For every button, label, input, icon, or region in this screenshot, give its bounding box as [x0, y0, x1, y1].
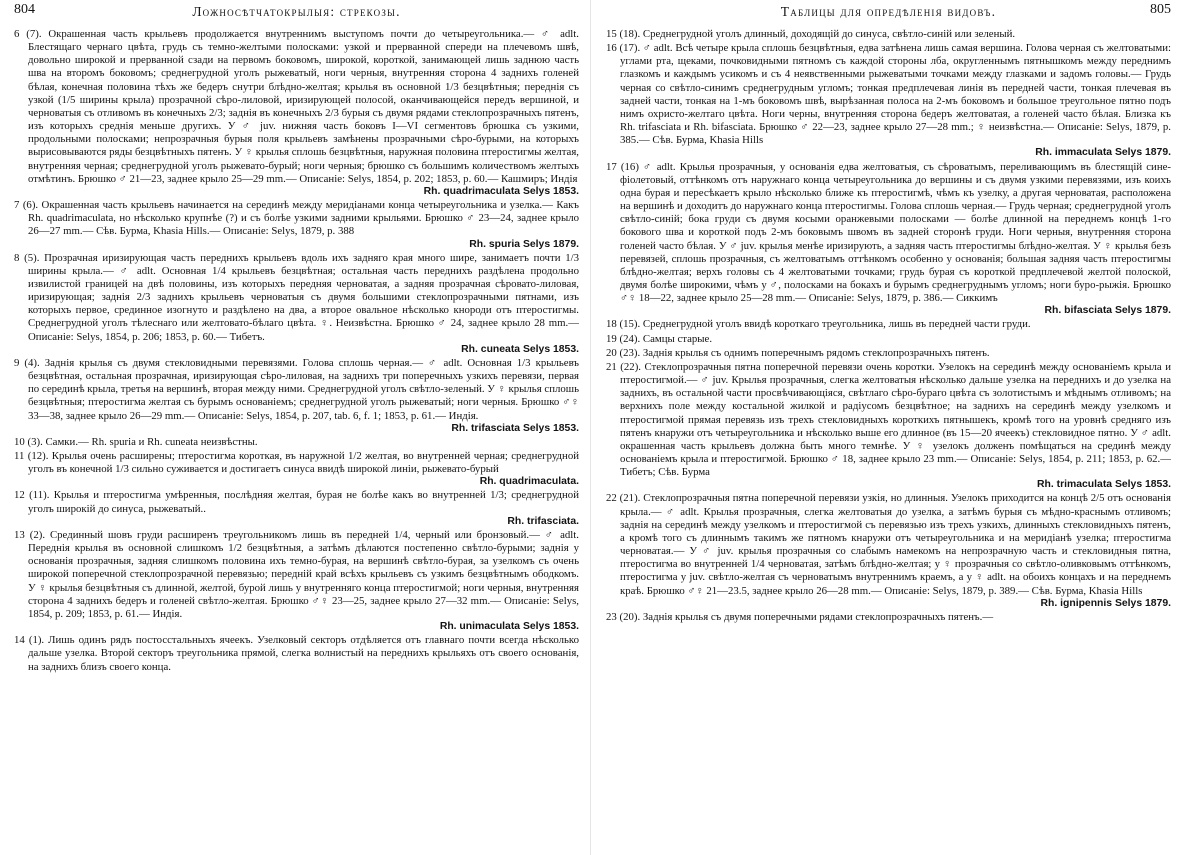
left-running-title: Ложносѣтчатокрылыя: стрекозы. [192, 4, 401, 19]
left-page-body [14, 28, 579, 674]
key-entry-13 [14, 529, 579, 633]
key-entry-18 [606, 318, 1171, 331]
entry-text: 11 (12). Крылья очень расширены; птеростигма короткая, въ наружной 1/2 желтая, во внутренней черная; среднегрудной уголъ въ конечной 1/3 сильно суживается и достигаетъ синуса ввидѣ широкой линіи, рыжевато-бурый [14, 450, 579, 476]
species-name: Rh. immaculata Selys 1879. [1035, 147, 1171, 159]
entry-text: 19 (24). Самцы старые. [606, 332, 713, 345]
left-page-number: 804 [14, 2, 35, 17]
entry-text: 17 (16) ♂ adlt. Крылья прозрачныя, у основанія едва желтоватыя, съ сѣроватымъ, переливающимъ въ блестящій сине-фіолетовый, оттѣнкомъ отъ наружнаго конца четыреугольника до вершины и съ двумя узкими перевязями, изъ коихъ одна бурая и пересѣкаетъ крыло нѣсколько ближе къ птеростигмѣ, чѣмъ къ узелку, а другая черноватая, расположена на вершинѣ и доходитъ до наружнаго конца птеростигмы. Голова сплошь черная.— Грудь черная; среднегрудной уголъ свѣтло-синій; бока груди съ двумя косыми оранжевыми полосками — болѣе длинной на переднемъ концѣ 1-го бокового шва и короткой подъ 2-мъ боковымъ швомъ въ задней сторонѣ груди. Ноги черныя, внутренняя сторона голеней часто бѣлая. У ♂ juv. крылья менѣе иризирують, а задняя часть птеростигмы блѣдно-желтая. У ♀ крылья безъ перевязей, сплошь прозрачныя, съ желтоватымъ оттѣнкомъ особенно у основанія; большая задняя часть птеростигмы блѣдно-желтая; верхъ головы съ 4 желтоватыми точками; грудь бурая съ короткой предплечевой желтой полоской, двумя болѣе широкими, чѣмъ у ♂, полосками на бокахъ и бурымъ среднегруднымъ угломъ; ноги буро-рыжія. Брюшко ♂♀ 18—22, заднее крыло 25—28 mm.— Описаніе: Selys, 1879, p. 386.— Сиккимъ [606, 160, 1171, 305]
key-entry-8 [14, 252, 579, 356]
right-page-number: 805 [1150, 2, 1171, 17]
entry-text: 21 (22). Стеклопрозрачныя пятна поперечной перевязи очень коротки. Узелокъ на серединѣ между основаніемъ крыла и птеростигмой.— ♂ juv. Крылья прозрачныя, слегка желтоватыя нѣсколько дальше узелка на переднихъ и до узелка на заднихъ, въ остальной части просвѣчивающіяся, свѣтлаго сѣро-бураго цвѣта съ золотистымъ и мѣднымъ отливомъ; на верхнихъ поле между костальной жилкой и радіусомъ безцвѣтное; на заднихъ на серединѣ между узелкомъ и птеростигмой прямая перевязь изъ трехъ стекловидныхъ короткихъ пятнышекъ, кромѣ того на уровнѣ средняго изъ пятенъ кнаружи отъ четыреугольника и нѣсколько выше его длинное (въ 15—20 ячеекъ) стекловидное пятно. У ♂ adlt. окрашенная часть крыльевъ должна быть много темнѣе. У ♀ узелокъ долженъ помѣщаться на срединѣ между основаніемъ крыла и птеростигмой. Брюшко ♂ 18, заднее крыло 23 mm.— Описаніе: Selys, 1854, p. 211; 1853, p. 62.— Тибетъ; Сѣв. Бурма [606, 360, 1171, 479]
key-entry-6 [14, 28, 579, 198]
page-gutter [590, 0, 591, 855]
key-entry-7 [14, 199, 579, 251]
species-name: Rh. trimaculata Selys 1853. [1037, 479, 1171, 491]
entry-text: 7 (6). Окрашенная часть крыльевъ начинается на серединѣ между меридіанами конца четыреугольника и узелка.— Какъ Rh. quadrimaculata, но нѣсколько крупнѣе (?) и съ болѣе узкими задними крыльями. Брюшко ♂ 23—24, заднее крыло 26—27 mm.— Сѣв. Бурма, Khasia Hills.— Описаніе: Selys, 1879, p. 388 [14, 199, 579, 238]
entry-text: 18 (15). Среднегрудной уголъ ввидѣ короткаго треугольника, лишь въ передней части груди. [606, 318, 1031, 331]
entry-text: 10 (3). Самки.— Rh. spuria и Rh. cuneata неизвѣстны. [14, 435, 258, 448]
entry-text: 22 (21). Стеклопрозрачныя пятна поперечной перевязи узкія, но длинныя. Узелокъ приходится на концѣ 2/5 отъ основанія крыла.— ♂ adlt. Крылья прозрачныя, слегка желтоватыя до узелка, а затѣмъ бурыя съ мѣдно-краснымъ отливомъ; заднія на серединѣ между узелкомъ и птеростигмой съ перевязью изъ трехъ узкихъ, длинныхъ стекловидныхъ пятенъ, а кромѣ того съ длиннымъ такимъ же пятномъ кнаружи отъ четыреугольника и на меридіанѣ узелка; птеростигма черноватая.— У ♂ juv. крылья прозрачныя со слабымъ намекомъ на непрозрачную часть и стекловидныя пятна, птеростигма во внутренней 1/4 черноватая, затѣмъ блѣдно-желтая; у ♀ прозрачныя со свѣтло-оливковымъ оттѣнкомъ, птеростигма у juv. свѣтло-желтая съ черноватымъ внутреннимъ краемъ, а у ♀ adlt. на обоихъ концахъ и на переднемъ краѣ. Брюшко ♂♀ 21—23.5, заднее крыло 26—28 mm.— Описаніе: Selys, 1879, p. 389.— Сѣв. Бурма, Khasia Hills [606, 492, 1171, 597]
key-entry-23 [606, 611, 1171, 624]
entry-text: 6 (7). Окрашенная часть крыльевъ продолжается внутреннимъ выступомъ почти до четыреугольника.— ♂ adlt. Блестящаго чернаго цвѣта, грудь съ темно-желтыми полосками: узкой и прерванной спереди на плечевомъ швѣ, довольно широкой и прерванной сзади на первомъ боковомъ, широкой, короткой, занимающей лишь заднюю часть шва на второмъ боковомъ; среднегрудной уголъ рыжеватый, ноги черныя, внутренняя сторона 4 заднихъ голеней бѣлая, конечная половина тѣхъ же бедеръ снутри блѣдно-желтая; крылья въ основной 1/3 безцвѣтныя; переднія съ узкой (1/5 ширины крыла) прозрачной сѣро-лиловой, иризирующей полосой, оканчивающейся передъ вершиной, и черноватыя съ отливомъ въ конечныхъ 2/3; заднія въ конечныхъ 2/3 бурыя съ двумя рядами стеклопрозрачныхъ пятенъ, изъ которыхъ среднія меньше другихъ. У ♂ juv. нижняя часть боковъ I—VI сегментовъ брюшка съ узкими, продольными полосками; непрозрачныя бурыя поля крыльевъ замѣнены прозрачными сѣро-бурыми, на которыхъ вырисовываются ряды безцвѣтныхъ пятенъ. У ♀ крылья сплошь безцвѣтныя, наружная половина птеростигмы желтая, внутренняя черная; среднегрудной уголъ рыжевато-бурый; ноги черныя; брюшко съ большимъ количествомъ желтыхъ отмѣтинъ. Брюшко ♂ 21—23, заднее крыло 25—29 mm.— Описаніе: Selys, 1854, p. 202; 1853, p. 60.— Кашмиръ; Индія [14, 28, 579, 185]
right-page [606, 0, 1171, 855]
key-entry-12 [14, 489, 579, 527]
right-running-title: Таблицы для опредѣленія видовъ. [780, 4, 997, 19]
key-entry-16 [606, 42, 1171, 159]
key-entry-14 [14, 634, 579, 673]
key-entry-20 [606, 347, 1171, 360]
entry-text: 13 (2). Срединный шовъ груди расширенъ треугольникомъ лишь въ передней 1/4, черный или бронзовый.— ♂ adlt. Переднія крылья въ основной слишкомъ 1/2 безцвѣтныя, а затѣмъ дѣлаются постепенно свѣтло-бурыми; заднія у основанія прозрачныя, задняя слишкомъ половина ихъ темно-бурая, на вершинѣ свѣтло-бурая, за узелкомъ съ очень широкой поперечной стеклопрозрачной перевязью; передній край всѣхъ крыльевъ съ узкимъ безцвѣтнымъ ободкомъ. У ♀ крылья безцвѣтныя съ длинной, желтой, бурой лишь у внутренняго конца птеростигмой; ноги черныя, внутренняя сторона 4 заднихъ бедеръ и голеней свѣтло-желтая. Брюшко ♂♀ 23—25, заднее крыло 27—32 mm.— Описаніе: Selys, 1854, p. 209; 1853, p. 61.— Индія. [14, 528, 579, 620]
key-entry-10 [14, 436, 579, 449]
key-entry-15 [606, 28, 1171, 41]
key-entry-9 [14, 357, 579, 435]
key-entry-11 [14, 450, 579, 488]
key-entry-17 [606, 161, 1171, 318]
species-name: Rh. quadrimaculata Selys 1853. [423, 185, 579, 197]
key-entry-19 [606, 333, 1171, 346]
entry-text: 15 (18). Среднегрудной уголъ длинный, доходящій до синуса, свѣтло-синій или зеленый. [606, 28, 1016, 40]
key-entry-22 [606, 492, 1171, 609]
entry-text: 9 (4). Заднія крылья съ двумя стекловидными перевязями. Голова сплошь черная.— ♂ adlt. Основная 1/3 крыльевъ безцвѣтная, остальная прозрачная, иризирующая сѣро-лиловая, на заднихъ три поперечныхъ узкихъ перевязи, первая по серединѣ крыла, третья на вершинѣ, вторая между ними. Среднегрудной уголъ свѣтло-зеленый. У ♀ крылья сплошь безцвѣтныя; птеростигма желтая съ бурымъ основаніемъ; среднегрудной уголъ рыжеватый; ноги черныя. Брюшко ♂♀ 33—38, заднее крыло 26—29 mm.— Описаніе: Selys, 1854, p. 207, tab. 6, f. 1; 1853, p. 61.— Индія. [14, 356, 579, 422]
species-name: Rh. cuneata Selys 1853. [461, 343, 579, 355]
entry-text: 16 (17). ♂ adlt. Всѣ четыре крыла сплошь безцвѣтныя, едва затѣнена лишь самая вершина. Голова черная съ желтоватыми: углами рта, щеками, почковидными пятномъ съ каждой стороны лба, округленнымъ пятнышкомъ между переднимъ глазкомъ и каждымъ усикомъ и съ 4 неявственными рыжеватыми точками между глазками и задомъ головы.— Грудь черная со свѣтло-синимъ среднегрудным угломъ; тонкая предплечевая линія въ передней части, тонкая плечевая въ задней части, тонкая на 1-мъ боковомъ швѣ, вырѣзанная полоса на 2-мъ боковомъ и большое треугольное пятно подъ нимъ охристо-желтаго цвѣта. Ноги черны, внутренняя сторона бедеръ желтоватая, а голеней часто бѣлая. Близка къ Rh. trifasciata и Rh. bifasciata. Брюшко ♂ 22—23, заднее крыло 27—28 mm.; ♀ неизвѣстна.— Описаніе: Selys, 1879, p. 385.— Сѣв. Бурма, Khasia Hills [606, 42, 1171, 147]
entry-text: 12 (11). Крылья и птеростигма умѣренныя, послѣдняя желтая, бурая не болѣе какъ во внутренней 1/3; среднегрудной уголъ широкій до синуса, рыжеватый.. [14, 489, 579, 515]
species-name: Rh. ignipennis Selys 1879. [1040, 597, 1171, 609]
entry-text: 8 (5). Прозрачная иризирующая часть переднихъ крыльевъ вдоль ихъ задняго края много шире, занимаетъ почти 1/3 ширины крыла.— ♂ adlt. Основная 1/4 крыльевъ безцвѣтная; остальная часть переднихъ раздѣлена продольно извилистой границей на двѣ половины, изъ которыхъ передняя черноватая, а задняя прозрачная сѣровато-лиловая, иризирующая; заднія 2/3 заднихъ крыльевъ черноватыя съ двумя большими стеклопрозрачными пятнами, изъ которыхъ первое, срединное изогнуто и раздѣлено на два, а второе овальное нѣсколько кнороди отъ птеростигмы. Среднегрудной уголъ тѣлеснаго или желтовато-бѣлаго цвѣта. ♀. Неизвѣстна. Брюшко ♂ 24, заднее крыло 28 mm.— Описаніе: Selys, 1854, p. 206; 1853, p. 60.— Тибетъ. [14, 251, 579, 343]
species-name: Rh. bifasciata Selys 1879. [1044, 305, 1171, 317]
left-page [14, 0, 579, 855]
key-entry-21 [606, 361, 1171, 492]
entry-text: 23 (20). Заднія крылья съ двумя поперечными рядами стеклопрозрачныхъ пятенъ.— [606, 610, 994, 623]
left-page-header [14, 0, 579, 28]
species-name: Rh. unimaculata Selys 1853. [439, 621, 579, 633]
right-page-header [606, 0, 1171, 28]
species-name: Rh. spuria Selys 1879. [469, 238, 579, 250]
entry-text: 20 (23). Заднія крылья съ однимъ поперечнымъ рядомъ стеклопрозрачныхъ пятенъ. [606, 346, 990, 359]
entry-text: 14 (1). Лишь одинъ рядъ постосстальныхъ ячеекъ. Узелковый секторъ отдѣляется отъ главнаго почти всегда нѣсколько дальше узелка. Второй секторъ треугольника прямой, слегка волнистый на переднихъ крыльяхъ отъ своего основанія, на заднихъ близъ своего конца. [14, 634, 579, 673]
right-page-body [606, 28, 1171, 624]
species-name: Rh. quadrimaculata. [479, 476, 579, 488]
species-name: Rh. trifasciata. [507, 515, 579, 527]
species-name: Rh. trifasciata Selys 1853. [451, 422, 579, 434]
